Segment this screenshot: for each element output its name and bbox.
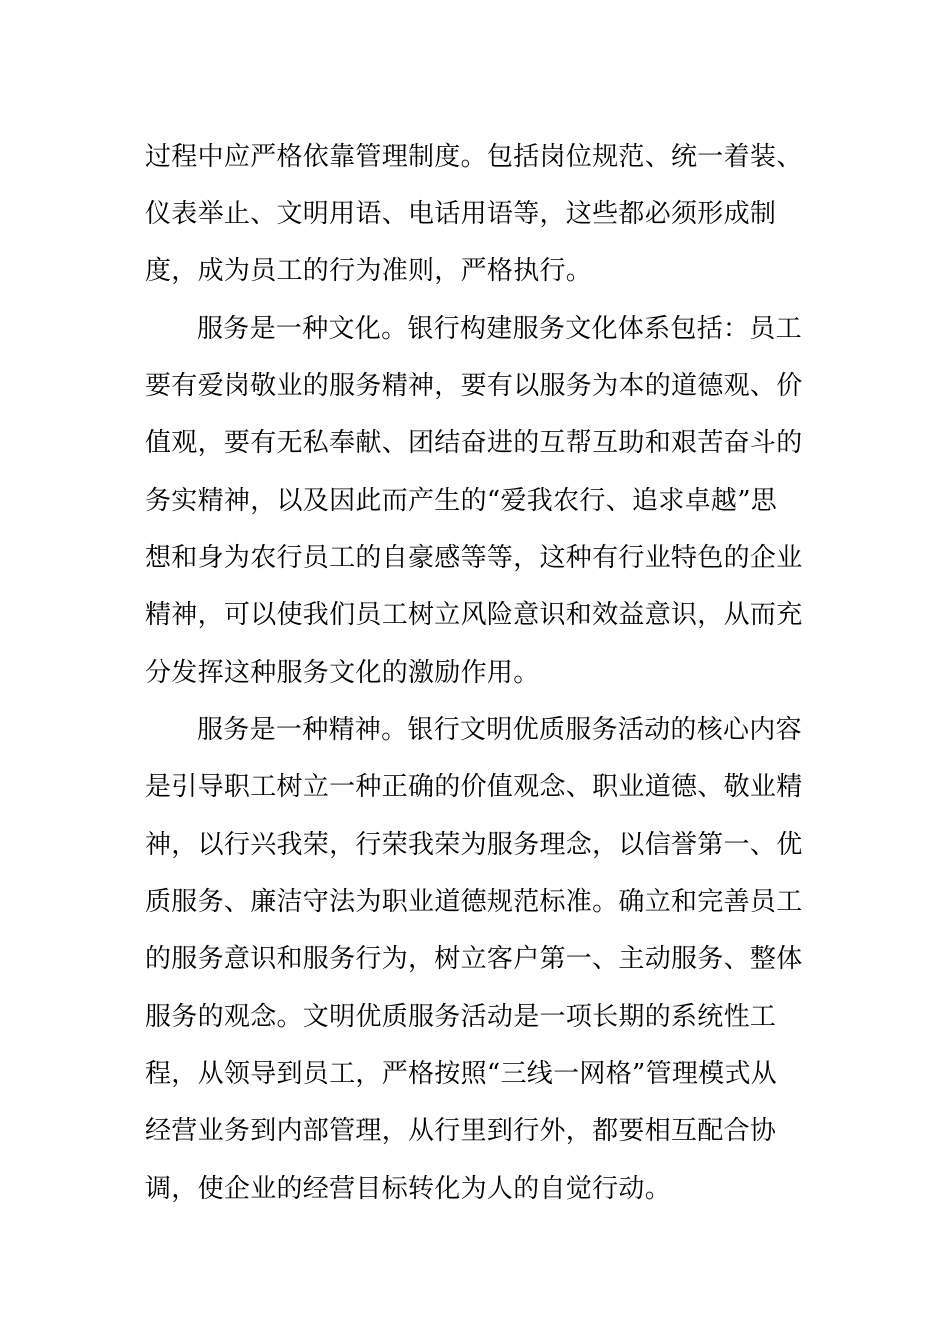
paragraph-2-line-7: 分发挥这种服务文化的激励作用。 (145, 658, 540, 688)
paragraph-2-line-2: 要有爱岗敬业的服务精神，要有以服务为本的道德观、价 (145, 371, 803, 401)
paragraph-3-line-2: 是引导职工树立一种正确的价值观念、职业道德、敬业精 (145, 772, 803, 802)
paragraph-3-line-1: 服务是一种精神。银行文明优质服务活动的核心内容 (197, 715, 802, 745)
paragraph-3-line-6: 服务的观念。文明优质服务活动是一项长期的系统性工 (145, 1002, 777, 1032)
paragraph-2-line-6: 精神，可以使我们员工树立风险意识和效益意识，从而充 (145, 600, 803, 630)
paragraph-3-line-8: 经营业务到内部管理，从行里到行外，都要相互配合协 (145, 1116, 777, 1146)
paragraph-2-line-1: 服务是一种文化。银行构建服务文化体系包括：员工 (197, 314, 802, 344)
paragraph-1-line-2: 仪表举止、文明用语、电话用语等，这些都必须形成制 (145, 199, 777, 229)
paragraph-3-line-9: 调，使企业的经营目标转化为人的自觉行动。 (145, 1174, 672, 1204)
paragraph-2-line-3: 值观，要有无私奉献、团结奋进的互帮互助和艰苦奋斗的 (145, 428, 803, 458)
paragraph-3-line-5: 的服务意识和服务行为，树立客户第一、主动服务、整体 (145, 944, 803, 974)
paragraph-1-line-3: 度，成为员工的行为准则，严格执行。 (145, 256, 593, 286)
paragraph-3-line-7: 程，从领导到员工，严格按照“三线一网格”管理模式从 (145, 1059, 778, 1089)
paragraph-3-line-3: 神，以行兴我荣，行荣我荣为服务理念，以信誉第一、优 (145, 830, 803, 860)
paragraph-1-line-1: 过程中应严格依靠管理制度。包括岗位规范、统一着装、 (145, 142, 803, 172)
paragraph-2-line-5: 想和身为农行员工的自豪感等等，这种有行业特色的企业 (145, 543, 803, 573)
paragraph-3-line-4: 质服务、廉洁守法为职业道德规范标准。确立和完善员工 (145, 887, 803, 917)
paragraph-2-line-4: 务实精神，以及因此而产生的“爱我农行、追求卓越”思 (145, 486, 778, 516)
